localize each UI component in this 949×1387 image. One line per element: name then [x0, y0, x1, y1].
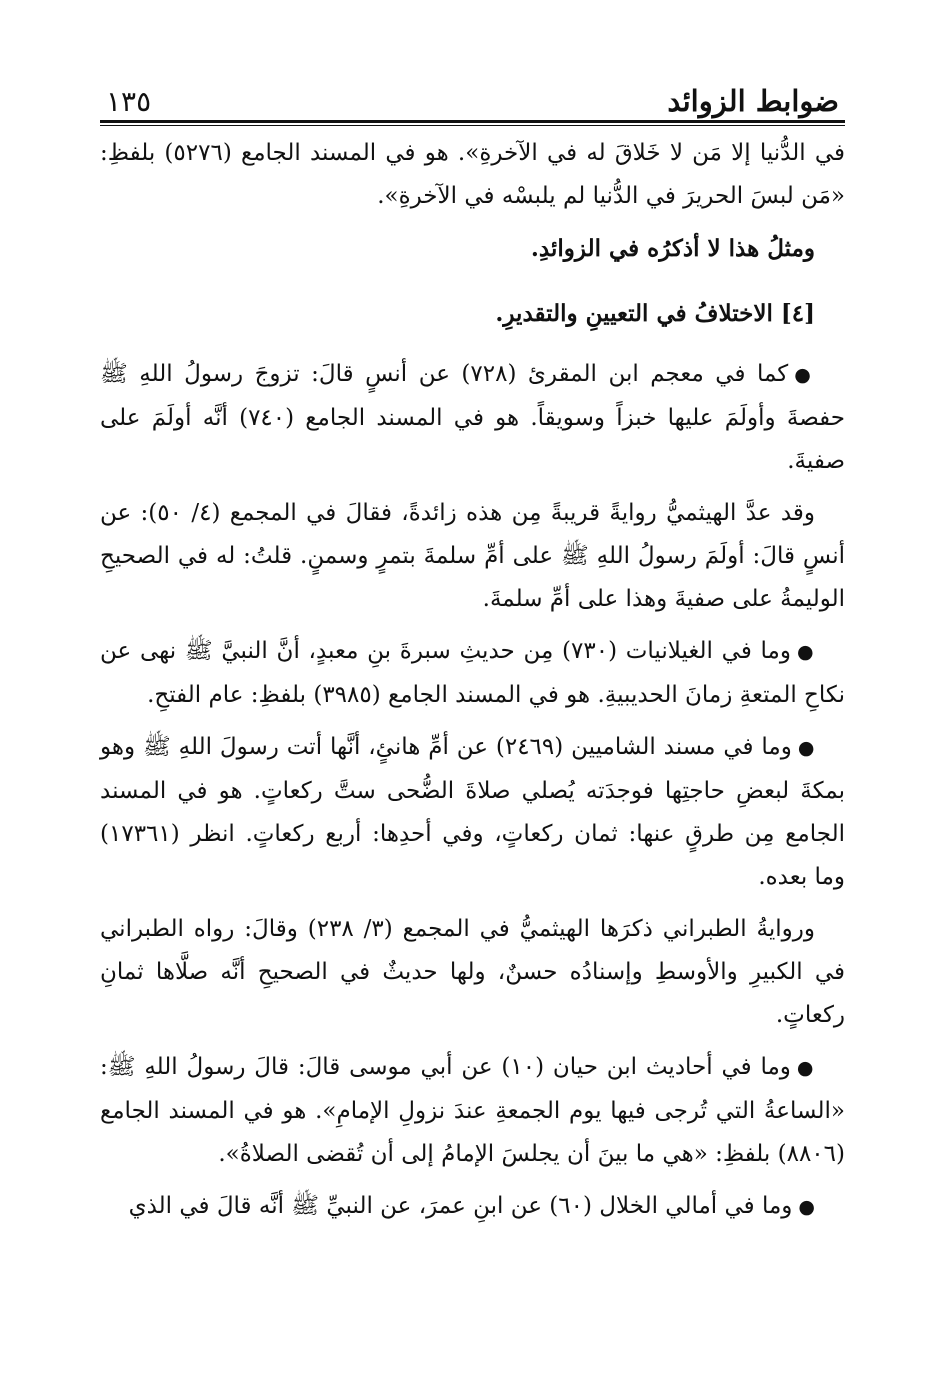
bullet-icon: ● — [797, 737, 815, 759]
bullet-icon: ● — [796, 1057, 815, 1079]
paragraph: ومثلُ هذا لا أذكرُه في الزوائدِ. — [530, 235, 815, 262]
paragraph: وروايةُ الطبراني ذكرَها الهيثميُّ في المجمع (٣/ ٢٣٨) وقالَ: رواه الطبراني في الكبيرِ والأوسطِ وإسنادُه حسنٌ، ولها حديثٌ في الصحيحِ أنَّه صلَّاها ثمانِ ركعاتٍ. — [100, 916, 845, 1028]
list-item: ●وما في مسند الشاميين (٢٤٦٩) عن أمِّ هانئٍ، أنَّها أتت رسولَ اللهِ ﷺ وهو بمكةَ لبعضِ حاجتِها فوجدَته يُصلي صلاةَ الضُّحى ستَّ ركعاتٍ. هو في المسند الجامع مِن طرقٍ عنها: ثمان ركعاتٍ، وفي أحدِها: أربع ركعاتٍ. انظر (١٧٣٦١) وما بعده. — [100, 734, 845, 890]
list-item: ●وما في الغيلانيات (٧٣٠) مِن حديثِ سبرةَ بنِ معبدٍ، أنَّ النبيَّ ﷺ نهى عن نكاحِ المتعةِ زمانَ الحديبيةِ. هو في المسند الجامع (٣٩٨٥) بلفظِ: عام الفتحِ. — [100, 638, 845, 708]
bullet-icon: ● — [798, 1196, 815, 1218]
list-item: ●وما في أحاديث ابن حيان (١٠) عن أبي موسى قالَ: قالَ رسولُ اللهِ ﷺ: «الساعةُ التي تُرجى فيها يوم الجمعةِ عندَ نزولِ الإمامِ». هو في المسند الجامع (٨٨٠٦) بلفظِ: «هي ما بينَ أن يجلسَ الإمامُ إلى أن تُقضى الصلاةُ». — [100, 1054, 845, 1167]
paragraph: وقد عدَّ الهيثميُّ روايةً قريبةً مِن هذه زائدةً، فقالَ في المجمع (٤/ ٥٠): عن أنسٍ قالَ: أولَمَ رسولُ اللهِ ﷺ على أمِّ سلمةَ بتمرٍ وسمنٍ. قلتُ: له في الصحيحِ الوليمةُ على صفيةَ وهذا على أمِّ سلمةَ. — [100, 500, 845, 612]
bullet-icon: ● — [794, 364, 815, 386]
page-body — [100, 132, 845, 1229]
header-rule-thin — [100, 125, 845, 126]
paragraph: في الدُّنيا إلا مَن لا خَلاقَ له في الآخرةِ». هو في المسند الجامع (٥٢٧٦) بلفظِ: «مَن لبسَ الحريرَ في الدُّنيا لم يلبسْه في الآخرةِ». — [100, 140, 845, 209]
list-item: ●كما في معجم ابن المقرئ (٧٢٨) عن أنسٍ قالَ: تزوجَ رسولُ اللهِ ﷺ حفصةَ وأولَمَ عليها خبزاً وسويقاً. هو في المسند الجامع (٧٤٠) أنَّه أولَمَ على صفيةَ. — [100, 361, 845, 474]
section-heading: [٤] الاختلافُ في التعيينِ والتقديرِ. — [495, 300, 815, 327]
book-page — [100, 70, 845, 1238]
header-rule-thick — [100, 120, 845, 123]
running-title: ضوابط الزوائد — [667, 84, 839, 118]
page-number: ١٣٥ — [106, 85, 152, 118]
bullet-icon: ● — [796, 641, 815, 663]
list-item: ●وما في أمالي الخلال (٦٠) عن ابنِ عمرَ، عن النبيِّ ﷺ أنَّه قالَ في الذي — [128, 1193, 815, 1219]
page-header — [100, 70, 845, 118]
